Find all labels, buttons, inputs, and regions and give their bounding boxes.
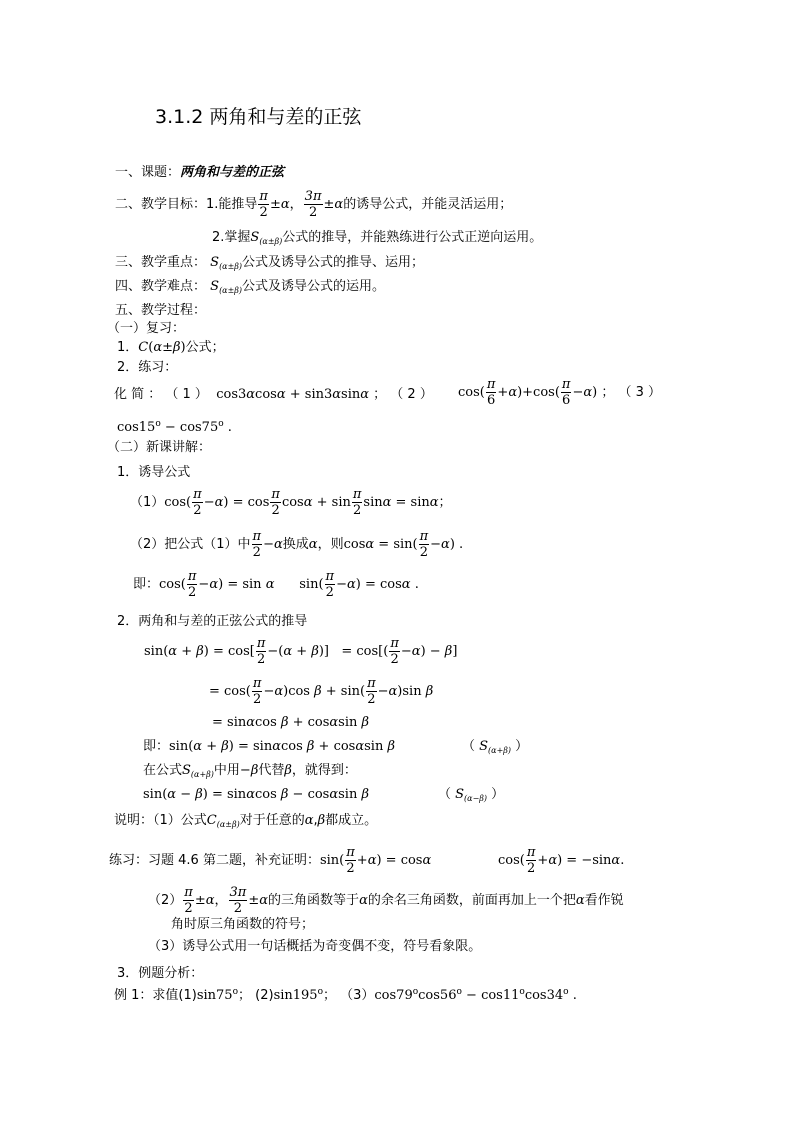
ind-1-label: （1） <box>130 495 165 510</box>
simplify-expr-1: cos3αcosα + sin3αsinα <box>212 387 370 402</box>
objective-2-post: 公式的推导，并能熟练进行公式正逆向运用。 <box>282 230 543 245</box>
simplify-line <box>114 388 433 401</box>
note-1-end: 都成立。 <box>325 813 378 828</box>
objective-1-mid: ， <box>289 197 303 212</box>
ind-3-label: 即： <box>133 577 160 592</box>
sum-formula-tag: （ $S_{(\alpha+\beta)}$ ） <box>462 739 529 755</box>
section-topic <box>115 166 284 179</box>
derivation-title: 2．两角和与差的正弦公式的推导 <box>117 614 308 629</box>
note-1: 说明：（1）公式$C_{(\alpha\pm\beta)}$对于任意的α,β都成立。 <box>114 813 378 829</box>
ind-2-pre: （2）把公式（1）中 <box>130 537 251 552</box>
key-points-label: 三、教学重点： <box>115 255 207 270</box>
simplify-expr-3: $\cos 15^o - \cos 75^o$ . <box>117 419 232 435</box>
section-key-points: 三、教学重点： $S_{(\alpha\pm\beta)}$公式及诱导公式的推导、运用； <box>115 255 425 271</box>
induction-formula-2: （2）把公式（1）中 $\frac{\pi}{2}$ −α换成α，则cosα = sin( $\frac{\pi}{2}$ −α) . <box>130 529 464 560</box>
review-heading: （一）复习： <box>107 321 186 336</box>
ind-2-mid2: ，则 <box>317 537 344 552</box>
ind-2-mid: 换成 <box>282 537 309 552</box>
review-item-2: 2．练习： <box>117 360 178 375</box>
derivation-step-1: sin(α + β) = cos[ $\frac{\pi}{2}$ −(α + β)] = cos[( $\frac{\pi}{2}$ −α) − β] <box>144 636 458 667</box>
note-2: （2） $\frac{\pi}{2}$ ±α， $\frac{3\pi}{2}$ ±α的三角函数等于α的余名三角函数，前面再加上一个把α看作锐 <box>148 885 624 916</box>
replace-line: 在公式$S_{(\alpha+\beta)}$中用−β代替β，就得到： <box>143 763 357 779</box>
example-title: 3．例题分析： <box>117 966 204 981</box>
sum-formula-line: 即：sin(α + β) = sinαcos β + cosαsin β <box>143 739 395 754</box>
induction-formula-1: （1）cos( $\frac{\pi}{2}$ −α) = cos $\frac{\pi}{2}$ cosα + sin $\frac{\pi}{2}$ sinα = sinα； <box>130 487 452 518</box>
exercise-line: 练习：习题 4.6 第二题，补充证明：sin( $\frac{\pi}{2}$ +α) = cosα <box>109 845 432 876</box>
that-is-label: 即： <box>143 739 170 754</box>
simplify-sep-3: ； （ 3 ） <box>601 385 662 400</box>
objective-2-pre: 2.掌握 <box>212 230 251 245</box>
note-2-post2: 看作锐 <box>584 893 624 908</box>
page-title: 3.1.2 两角和与差的正弦 <box>155 106 362 128</box>
replace-pre: 在公式 <box>143 763 183 778</box>
derivation-step-3: = sinαcos β + cosαsin β <box>212 715 370 730</box>
replace-mid: 中用 <box>213 763 240 778</box>
objective-1-pre: 1.能推导 <box>206 197 258 212</box>
simplify-expr-2: cos( $\frac{\pi}{6}$ +α)+cos( $\frac{\pi}{6}$ −α) ； （ 3 ） <box>458 377 662 408</box>
key-points-text: 公式及诱导公式的推导、运用； <box>242 255 425 270</box>
induction-title: 1．诱导公式 <box>117 465 191 480</box>
note-2-mid: 的三角函数等于 <box>268 893 360 908</box>
note-3: （3）诱导公式用一句话概括为奇变偶不变，符号看象限。 <box>148 939 482 954</box>
new-lesson-heading: （二）新课讲解： <box>107 440 212 455</box>
example-1-pre: 例 1：求值(1) <box>114 988 197 1003</box>
topic-text: 两角和与差的正弦 <box>180 165 285 180</box>
difficulties-text: 公式及诱导公式的运用。 <box>242 279 386 294</box>
note-2-pre: （2） <box>148 893 183 908</box>
simplify-label: 化 简 ： （ 1 ） <box>114 387 208 402</box>
section-objectives: 二、教学目标：1.能推导 $\frac{\pi}{2}$ ±α， $\frac{3\pi}{2}$ ±α的诱导公式，并能灵活运用； <box>115 189 513 220</box>
replace-post: ，就得到： <box>291 763 357 778</box>
review-1-pre: 1． <box>117 340 139 355</box>
note-2-line-2: 角时原三角函数的符号； <box>171 917 315 932</box>
section-difficulties: 四、教学难点： $S_{(\alpha\pm\beta)}$公式及诱导公式的运用。 <box>115 279 386 295</box>
difference-formula-tag: （ $S_{(\alpha-\beta)}$ ） <box>438 787 505 803</box>
note-1-pre: 说明：（1）公式 <box>114 813 207 828</box>
objectives-label: 二、教学目标： <box>115 197 207 212</box>
difference-formula-line: sin(α − β) = sinαcos β − cosαsin β <box>143 787 369 802</box>
note-1-mid: 对于任意的 <box>239 813 305 828</box>
exercise-line-2: cos( $\frac{\pi}{2}$ +α) = −sinα. <box>498 845 625 876</box>
induction-formula-3: 即：cos( $\frac{\pi}{2}$ −α) = sin α sin( $\frac{\pi}{2}$ −α) = cosα . <box>133 569 419 600</box>
objective-1-post: 的诱导公式，并能灵活运用； <box>343 197 513 212</box>
topic-label: 一、课题： <box>115 165 181 180</box>
replace-mid2: 代替 <box>258 763 285 778</box>
section-process: 五、教学过程： <box>115 303 207 318</box>
simplify-sep-2: ； （ 2 ） <box>373 387 433 402</box>
note-2-post: 的余名三角函数，前面再加上一个把 <box>367 893 576 908</box>
exercise-pre: 练习：习题 4.6 第二题，补充证明： <box>109 853 320 868</box>
review-item-1: 1．C(α±β)公式； <box>117 340 225 355</box>
example-1-b: ； (2) <box>238 988 274 1003</box>
fraction-pi-over-2: $\frac{\pi}{2}$ <box>259 189 268 220</box>
difficulties-label: 四、教学难点： <box>115 279 207 294</box>
derivation-step-2: = cos( $\frac{\pi}{2}$ −α)cos β + sin( $\frac{\pi}{2}$ −α)sin β <box>209 676 434 707</box>
objective-2: 2.掌握$S_{(\alpha\pm\beta)}$公式的推导，并能熟练进行公式正逆向运用。 <box>212 230 543 246</box>
review-1-post: 公式； <box>185 340 225 355</box>
example-1: 例 1：求值(1)sin75$^o$； (2)sin195$^o$； $(3)\cos 79^o\cos 56^o - \cos 11^o\cos 34^o$ . <box>114 987 577 1003</box>
fraction-3pi-over-2: $\frac{3\pi}{2}$ <box>304 189 322 220</box>
example-1-c: ； （3） <box>323 988 375 1003</box>
